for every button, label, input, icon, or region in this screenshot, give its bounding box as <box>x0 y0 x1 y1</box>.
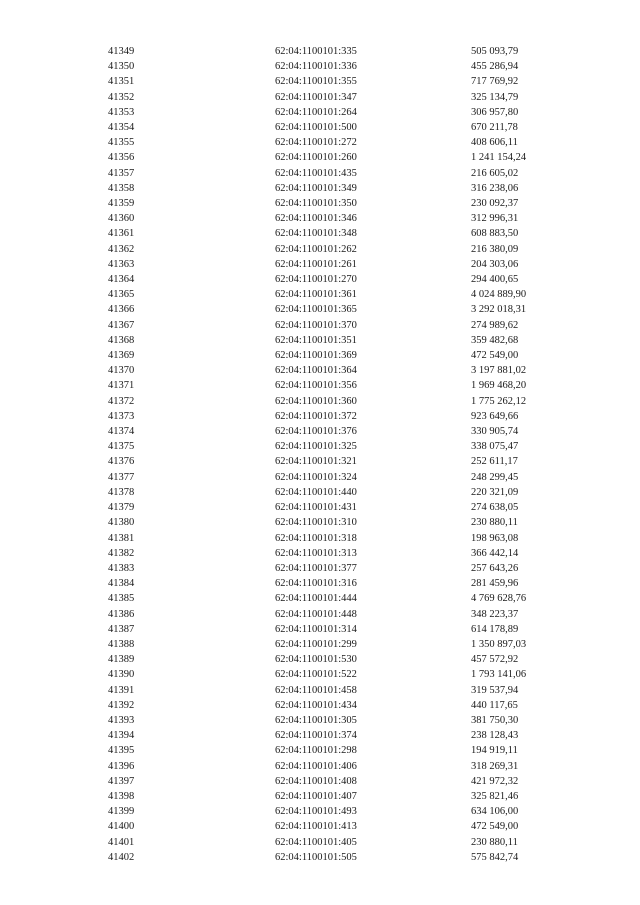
row-number-cell: 41378 <box>108 486 135 498</box>
cadastral-number-cell: 62:04:1100101:335 <box>275 46 357 57</box>
cadastral-number-cell: 62:04:1100101:270 <box>275 274 357 286</box>
cadastral-value-cell: 440 117,65 <box>471 699 518 711</box>
cadastral-value-cell: 614 178,89 <box>471 623 519 635</box>
cadastral-number-cell: 62:04:1100101:431 <box>275 502 357 514</box>
table-row <box>108 211 571 226</box>
cadastral-number-cell: 62:04:1100101:374 <box>275 730 357 742</box>
table-row <box>108 454 571 469</box>
cadastral-value-cell: 198 963,08 <box>471 532 519 544</box>
cadastral-value-cell: 348 223,37 <box>471 608 519 620</box>
table-row <box>108 789 571 804</box>
table-row <box>108 515 571 530</box>
cadastral-value-cell: 319 537,94 <box>471 684 519 696</box>
cadastral-number-cell: 62:04:1100101:355 <box>275 76 357 88</box>
cadastral-value-cell: 575 842,74 <box>471 851 519 863</box>
row-number-cell: 41359 <box>108 198 135 210</box>
cadastral-number-cell: 62:04:1100101:321 <box>275 456 357 468</box>
table-row <box>108 439 571 454</box>
row-number-cell: 41358 <box>108 182 135 194</box>
cadastral-value-cell: 457 572,92 <box>471 654 519 666</box>
table-row <box>108 698 571 713</box>
row-number-cell: 41351 <box>108 76 135 88</box>
cadastral-value-cell: 238 128,43 <box>471 730 519 742</box>
table-row <box>108 166 571 181</box>
cadastral-number-cell: 62:04:1100101:360 <box>275 395 357 407</box>
table-row <box>108 302 571 317</box>
cadastral-number-cell: 62:04:1100101:493 <box>275 806 357 818</box>
table-row <box>108 272 571 287</box>
cadastral-value-cell: 230 880,11 <box>471 517 518 529</box>
cadastral-value-cell: 230 092,37 <box>471 198 519 210</box>
cadastral-value-cell: 257 643,26 <box>471 562 519 574</box>
cadastral-number-cell: 62:04:1100101:314 <box>275 623 357 635</box>
cadastral-number-cell: 62:04:1100101:347 <box>275 91 357 103</box>
cadastral-value-cell: 294 400,65 <box>471 274 519 286</box>
cadastral-number-cell: 62:04:1100101:350 <box>275 198 357 210</box>
cadastral-number-cell: 62:04:1100101:364 <box>275 365 357 377</box>
cadastral-number-cell: 62:04:1100101:435 <box>275 167 357 179</box>
table-row <box>108 774 571 789</box>
cadastral-value-cell: 338 075,47 <box>471 441 519 453</box>
cadastral-number-cell: 62:04:1100101:298 <box>275 745 357 757</box>
cadastral-number-cell: 62:04:1100101:458 <box>275 684 357 696</box>
row-number-cell: 41386 <box>108 608 135 620</box>
row-number-cell: 41357 <box>108 167 135 179</box>
cadastral-value-cell: 281 459,96 <box>471 578 519 590</box>
table-row <box>108 561 571 576</box>
row-number-cell: 41398 <box>108 790 135 802</box>
row-number-cell: 41355 <box>108 137 135 149</box>
cadastral-number-cell: 62:04:1100101:505 <box>275 851 357 863</box>
cadastral-value-cell: 248 299,45 <box>471 471 519 483</box>
row-number-cell: 41352 <box>108 91 135 103</box>
table-row <box>108 804 571 819</box>
cadastral-number-cell: 62:04:1100101:299 <box>275 638 357 650</box>
cadastral-value-cell: 194 919,11 <box>471 745 518 757</box>
row-number-cell: 41370 <box>108 365 135 377</box>
cadastral-value-cell: 330 905,74 <box>471 426 519 438</box>
row-number-cell: 41366 <box>108 304 135 316</box>
cadastral-number-cell: 62:04:1100101:325 <box>275 441 357 453</box>
table-row <box>108 257 571 272</box>
row-number-cell: 41376 <box>108 456 135 468</box>
cadastral-number-cell: 62:04:1100101:324 <box>275 471 357 483</box>
table-row <box>108 409 571 424</box>
cadastral-number-cell: 62:04:1100101:356 <box>275 380 357 392</box>
cadastral-value-cell: 274 638,05 <box>471 502 519 514</box>
cadastral-number-cell: 62:04:1100101:407 <box>275 790 357 802</box>
table-row <box>108 150 571 165</box>
row-number-cell: 41356 <box>108 152 135 164</box>
row-number-cell: 41365 <box>108 289 135 301</box>
cadastral-value-cell: 3 197 881,02 <box>471 365 527 377</box>
cadastral-number-cell: 62:04:1100101:377 <box>275 562 357 574</box>
row-number-cell: 41350 <box>108 61 135 73</box>
row-number-cell: 41371 <box>108 380 135 392</box>
cadastral-value-cell: 472 549,00 <box>471 821 519 833</box>
cadastral-value-cell: 421 972,32 <box>471 775 519 787</box>
row-number-cell: 41393 <box>108 714 135 726</box>
cadastral-number-cell: 62:04:1100101:365 <box>275 304 357 316</box>
table-row <box>108 819 571 834</box>
row-number-cell: 41400 <box>108 821 135 833</box>
cadastral-value-cell: 325 821,46 <box>471 790 519 802</box>
cadastral-value-cell: 220 321,09 <box>471 486 519 498</box>
row-number-cell: 41373 <box>108 410 135 422</box>
cadastral-number-cell: 62:04:1100101:372 <box>275 410 357 422</box>
cadastral-value-cell: 1 350 897,03 <box>471 638 527 650</box>
table-row <box>108 59 571 74</box>
table-row <box>108 348 571 363</box>
table-row <box>108 74 571 89</box>
cadastral-number-cell: 62:04:1100101:318 <box>275 532 357 544</box>
table-row <box>108 333 571 348</box>
table-row <box>108 546 571 561</box>
cadastral-value-cell: 216 380,09 <box>471 243 519 255</box>
table-row <box>108 242 571 257</box>
row-number-cell: 41353 <box>108 106 135 118</box>
row-number-cell: 41392 <box>108 699 135 711</box>
row-number-cell: 41395 <box>108 745 135 757</box>
table-row <box>108 591 571 606</box>
cadastral-number-cell: 62:04:1100101:444 <box>275 593 357 605</box>
row-number-cell: 41369 <box>108 350 135 362</box>
cadastral-number-cell: 62:04:1100101:313 <box>275 547 357 559</box>
row-number-cell: 41360 <box>108 213 135 225</box>
table-row <box>108 394 571 409</box>
row-number-cell: 41391 <box>108 684 135 696</box>
table-row <box>108 318 571 333</box>
cadastral-number-cell: 62:04:1100101:361 <box>275 289 357 301</box>
cadastral-number-cell: 62:04:1100101:530 <box>275 654 357 666</box>
cadastral-number-cell: 62:04:1100101:262 <box>275 243 357 255</box>
cadastral-number-cell: 62:04:1100101:310 <box>275 517 357 529</box>
cadastral-value-cell: 1 241 154,24 <box>471 152 527 164</box>
cadastral-number-cell: 62:04:1100101:448 <box>275 608 357 620</box>
table-row <box>108 196 571 211</box>
row-number-cell: 41397 <box>108 775 135 787</box>
cadastral-value-cell: 366 442,14 <box>471 547 519 559</box>
table-row <box>108 500 571 515</box>
cadastral-number-cell: 62:04:1100101:336 <box>275 61 357 73</box>
cadastral-number-cell: 62:04:1100101:522 <box>275 669 357 681</box>
table-row <box>108 607 571 622</box>
row-number-cell: 41362 <box>108 243 135 255</box>
cadastral-number-cell: 62:04:1100101:349 <box>275 182 357 194</box>
row-number-cell: 41354 <box>108 122 135 134</box>
row-number-cell: 41379 <box>108 502 135 514</box>
cadastral-value-cell: 274 989,62 <box>471 319 519 331</box>
cadastral-value-cell: 4 769 628,76 <box>471 593 527 605</box>
table-row <box>108 683 571 698</box>
row-number-cell: 41380 <box>108 517 135 529</box>
cadastral-number-cell: 62:04:1100101:376 <box>275 426 357 438</box>
table-row <box>108 120 571 135</box>
cadastral-value-cell: 325 134,79 <box>471 91 519 103</box>
row-number-cell: 41374 <box>108 426 135 438</box>
table-row <box>108 667 571 682</box>
cadastral-value-cell: 608 883,50 <box>471 228 519 240</box>
cadastral-number-cell: 62:04:1100101:348 <box>275 228 357 240</box>
cadastral-number-cell: 62:04:1100101:264 <box>275 106 357 118</box>
row-number-cell: 41349 <box>108 46 135 57</box>
table-row <box>108 637 571 652</box>
cadastral-value-cell: 408 606,11 <box>471 137 518 149</box>
table-row <box>108 181 571 196</box>
cadastral-value-cell: 306 957,80 <box>471 106 519 118</box>
cadastral-value-cell: 204 303,06 <box>471 258 519 270</box>
row-number-cell: 41387 <box>108 623 135 635</box>
row-number-cell: 41381 <box>108 532 135 544</box>
table-row <box>108 135 571 150</box>
table-row <box>108 424 571 439</box>
cadastral-value-cell: 1 793 141,06 <box>471 669 527 681</box>
cadastral-number-cell: 62:04:1100101:346 <box>275 213 357 225</box>
table-row <box>108 485 571 500</box>
cadastral-number-cell: 62:04:1100101:316 <box>275 578 357 590</box>
table-row <box>108 531 571 546</box>
row-number-cell: 41385 <box>108 593 135 605</box>
cadastral-value-cell: 381 750,30 <box>471 714 519 726</box>
row-number-cell: 41367 <box>108 319 135 331</box>
table-row <box>108 835 571 850</box>
table-row <box>108 363 571 378</box>
row-number-cell: 41402 <box>108 851 135 863</box>
row-number-cell: 41401 <box>108 836 135 848</box>
table-row <box>108 622 571 637</box>
row-number-cell: 41363 <box>108 258 135 270</box>
cadastral-number-cell: 62:04:1100101:440 <box>275 486 357 498</box>
cadastral-number-cell: 62:04:1100101:260 <box>275 152 357 164</box>
row-number-cell: 41372 <box>108 395 135 407</box>
row-number-cell: 41368 <box>108 334 135 346</box>
cadastral-number-cell: 62:04:1100101:305 <box>275 714 357 726</box>
cadastral-number-cell: 62:04:1100101:261 <box>275 258 357 270</box>
cadastral-value-table <box>108 44 571 865</box>
table-row <box>108 652 571 667</box>
row-number-cell: 41382 <box>108 547 135 559</box>
cadastral-value-cell: 670 211,78 <box>471 122 518 134</box>
table-row <box>108 105 571 120</box>
cadastral-number-cell: 62:04:1100101:408 <box>275 775 357 787</box>
cadastral-value-cell: 316 238,06 <box>471 182 519 194</box>
cadastral-number-cell: 62:04:1100101:351 <box>275 334 357 346</box>
cadastral-value-cell: 359 482,68 <box>471 334 519 346</box>
cadastral-value-cell: 505 093,79 <box>471 46 519 57</box>
cadastral-value-cell: 4 024 889,90 <box>471 289 527 301</box>
cadastral-number-cell: 62:04:1100101:413 <box>275 821 357 833</box>
table-row <box>108 759 571 774</box>
cadastral-value-cell: 216 605,02 <box>471 167 519 179</box>
table-row <box>108 470 571 485</box>
table-row <box>108 713 571 728</box>
cadastral-value-cell: 312 996,31 <box>471 213 519 225</box>
row-number-cell: 41383 <box>108 562 135 574</box>
row-number-cell: 41399 <box>108 806 135 818</box>
cadastral-value-cell: 634 106,00 <box>471 806 519 818</box>
row-number-cell: 41377 <box>108 471 135 483</box>
cadastral-number-cell: 62:04:1100101:406 <box>275 760 357 772</box>
table-body <box>108 44 571 865</box>
cadastral-value-cell: 3 292 018,31 <box>471 304 527 316</box>
table-row <box>108 850 571 865</box>
cadastral-value-cell: 717 769,92 <box>471 76 519 88</box>
row-number-cell: 41390 <box>108 669 135 681</box>
table-row <box>108 743 571 758</box>
cadastral-value-cell: 252 611,17 <box>471 456 518 468</box>
cadastral-value-cell: 318 269,31 <box>471 760 519 772</box>
cadastral-number-cell: 62:04:1100101:272 <box>275 137 357 149</box>
cadastral-value-cell: 1 775 262,12 <box>471 395 527 407</box>
cadastral-value-cell: 1 969 468,20 <box>471 380 527 392</box>
row-number-cell: 41388 <box>108 638 135 650</box>
table-row <box>108 287 571 302</box>
row-number-cell: 41389 <box>108 654 135 666</box>
row-number-cell: 41364 <box>108 274 135 286</box>
row-number-cell: 41375 <box>108 441 135 453</box>
cadastral-number-cell: 62:04:1100101:369 <box>275 350 357 362</box>
cadastral-number-cell: 62:04:1100101:500 <box>275 122 357 134</box>
table-row <box>108 378 571 393</box>
row-number-cell: 41396 <box>108 760 135 772</box>
row-number-cell: 41361 <box>108 228 135 240</box>
table-row <box>108 90 571 105</box>
cadastral-value-cell: 472 549,00 <box>471 350 519 362</box>
cadastral-number-cell: 62:04:1100101:405 <box>275 836 357 848</box>
row-number-cell: 41394 <box>108 730 135 742</box>
table-row <box>108 576 571 591</box>
cadastral-value-cell: 923 649,66 <box>471 410 519 422</box>
cadastral-value-cell: 455 286,94 <box>471 61 519 73</box>
cadastral-number-cell: 62:04:1100101:434 <box>275 699 357 711</box>
table-row <box>108 728 571 743</box>
table-row <box>108 44 571 59</box>
cadastral-number-cell: 62:04:1100101:370 <box>275 319 357 331</box>
table-row <box>108 226 571 241</box>
cadastral-value-cell: 230 880,11 <box>471 836 518 848</box>
row-number-cell: 41384 <box>108 578 135 590</box>
